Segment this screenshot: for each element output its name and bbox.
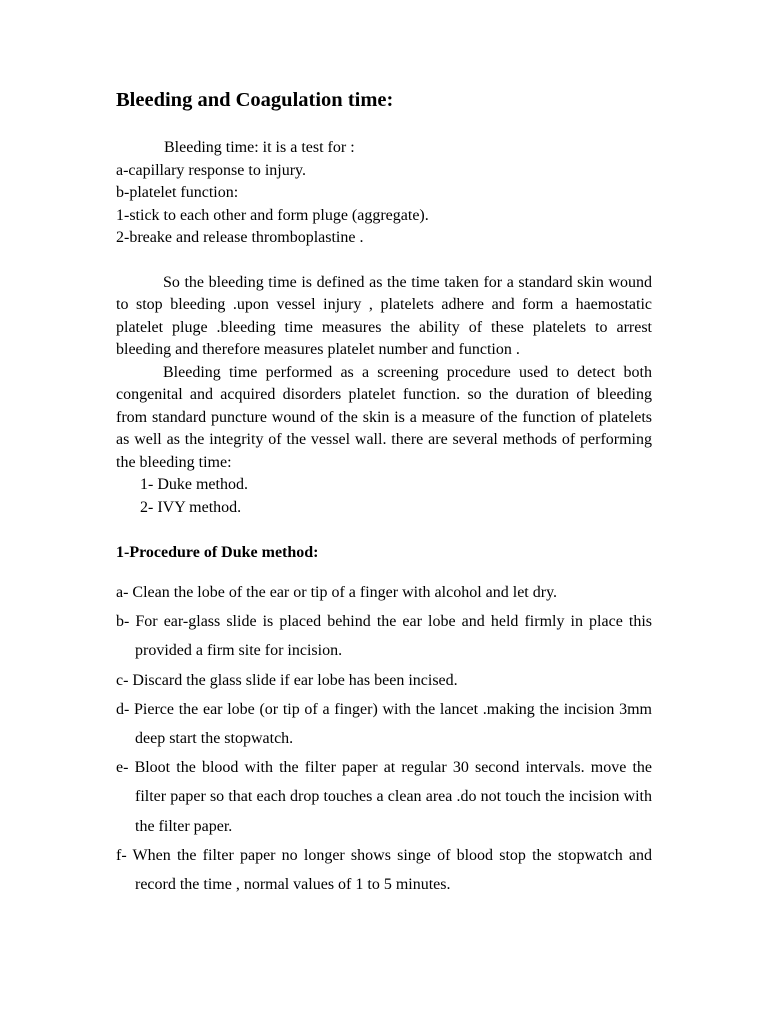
definition-paragraph: So the bleeding time is defined as the time taken for a standard skin wound to stop bleeding .upon vessel injury , platelets adhere and form a haemostatic platelet pluge .bleeding time measures the ability of these platelets to arrest bleeding and therefore measures platelet number and function . xyxy=(116,273,652,358)
document-title: Bleeding and Coagulation time: xyxy=(116,89,394,111)
procedure-step-c: c- Discard the glass slide if ear lobe has been incised. xyxy=(116,671,458,689)
list-item: 2- IVY method. xyxy=(140,498,242,516)
intro-line-2: 2-breake and release thromboplastine . xyxy=(116,229,364,246)
procedure-step-a: a- Clean the lobe of the ear or tip of a finger with alcohol and let dry. xyxy=(116,584,558,601)
methods-list xyxy=(116,474,652,519)
intro-line-b: b-platelet function: xyxy=(116,184,239,201)
procedure-step-d: d- Pierce the ear lobe (or tip of a finger) with the lancet .making the incision 3mm deep start the stopwatch. xyxy=(116,700,652,748)
list-item: 1- Duke method. xyxy=(140,476,248,493)
intro-line-a: a-capillary response to injury. xyxy=(116,161,307,179)
procedure-step-f: f- When the filter paper no longer shows singe of blood stop the stopwatch and record the time , normal values of 1 to 5 minutes. xyxy=(116,846,652,894)
intro-line-1: 1-stick to each other and form pluge (aggregate). xyxy=(116,206,429,224)
intro-lead: Bleeding time: it is a test for : xyxy=(164,139,355,156)
procedure-heading: 1-Procedure of Duke method: xyxy=(116,544,319,561)
procedure-steps xyxy=(116,578,652,899)
document-page xyxy=(116,86,652,899)
intro-block xyxy=(116,137,652,250)
procedure-step-e: e- Bloot the blood with the filter paper at regular 30 second intervals. move the filter paper so that each drop touches a clean area .do not touch the incision with the filter paper. xyxy=(116,759,652,835)
screening-paragraph: Bleeding time performed as a screening procedure used to detect both congenital and acquired disorders platelet function. so the duration of bleeding from standard puncture wound of the skin is a measure of the function of platelets as well as the integrity of the vessel wall. there are several methods of performing the bleeding time: xyxy=(116,363,652,471)
procedure-step-b: b- For ear-glass slide is placed behind the ear lobe and held firmly in place this provided a firm site for incision. xyxy=(116,613,652,660)
